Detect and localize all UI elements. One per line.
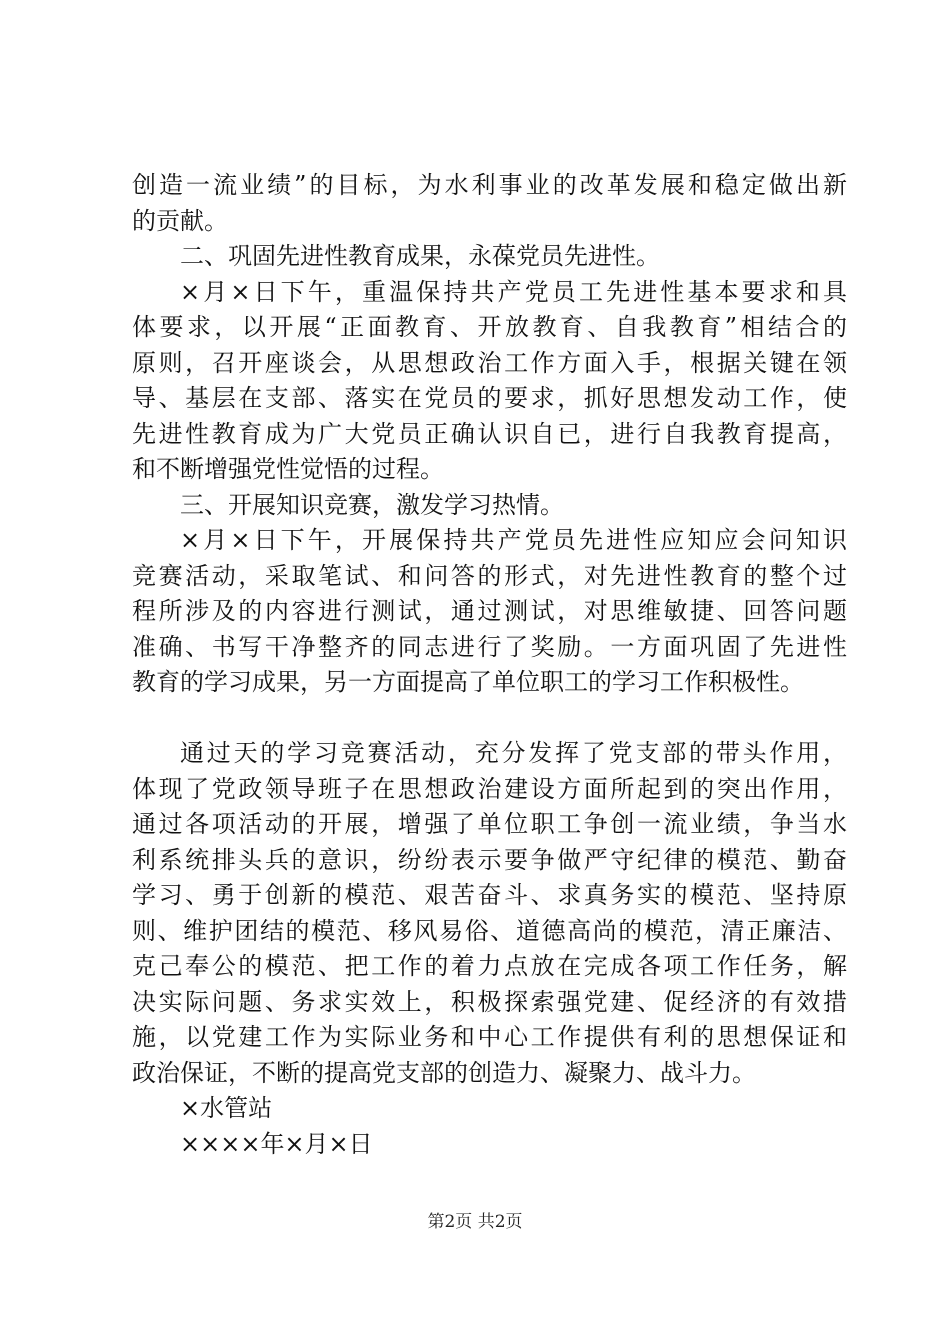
section-heading-2: [132, 239, 847, 275]
text-line: 利系统排头兵的意识，纷纷表示要争做严守纪律的模范、勤奋: [132, 845, 847, 874]
text-line: 克己奉公的模范、把工作的着力点放在完成各项工作任务，解: [132, 952, 847, 980]
text-line: ×月×日下午，重温保持共产党员工先进性基本要求和具: [180, 277, 847, 306]
paragraph-forum: [132, 275, 847, 488]
text-line: ×月×日下午，开展保持共产党员先进性应知应会问知识: [180, 526, 847, 554]
paragraph-summary: [132, 736, 847, 1091]
heading-text: 二、巩固先进性教育成果，永葆党员先进性。: [180, 242, 660, 270]
signature-date: [132, 1127, 847, 1163]
paragraph-continuation: [132, 168, 847, 239]
page-number-footer: 第2页 共2页: [427, 1212, 523, 1232]
text-line: 创造一流业绩”的目标，为水利事业的改革发展和稳定做出新: [132, 171, 847, 199]
text-line: 通过天的学习竞赛活动，充分发挥了党支部的带头作用，: [180, 739, 847, 767]
signature-organization: [132, 1091, 847, 1127]
paragraph-spacer: [132, 701, 847, 737]
text-line: 决实际问题、务求实效上，积极探索强党建、促经济的有效措: [132, 987, 847, 1016]
text-line: 通过各项活动的开展，增强了单位职工争创一流业绩，争当水: [132, 810, 847, 838]
text-line: 的贡献。: [132, 206, 228, 235]
text-line: 体现了党政领导班子在思想政治建设方面所起到的突出作用，: [132, 774, 847, 803]
text-line: 程所涉及的内容进行测试，通过测试，对思维敏捷、回答问题: [132, 597, 847, 625]
heading-text: 三、开展知识竞赛，激发学习热情。: [180, 490, 564, 519]
paragraph-quiz: [132, 523, 847, 701]
text-line: 政治保证，不断的提高党支部的创造力、凝聚力、战斗力。: [132, 1058, 756, 1087]
organization-name: ×水管站: [180, 1094, 273, 1122]
date-text: ××××年×月×日: [180, 1129, 373, 1158]
text-line: 体要求，以开展“正面教育、开放教育、自我教育”相结合的: [132, 313, 847, 341]
text-line: 先进性教育成为广大党员正确认识自已，进行自我教育提高，: [132, 419, 847, 448]
text-line: 竞赛活动，采取笔试、和问答的形式，对先进性教育的整个过: [132, 561, 847, 590]
text-line: 学习、勇于创新的模范、艰苦奋斗、求真务实的模范、坚持原: [132, 881, 847, 909]
text-line: 教育的学习成果，另一方面提高了单位职工的学习工作积极性。: [132, 668, 804, 696]
text-line: 导、基层在支部、落实在党员的要求，抓好思想发动工作，使: [132, 384, 847, 412]
text-line: 准确、书写干净整齐的同志进行了奖励。一方面巩固了先进性: [132, 632, 847, 661]
section-heading-3: [132, 488, 847, 524]
text-line: 和不断增强党性觉悟的过程。: [132, 455, 444, 483]
text-line: 施，以党建工作为实际业务和中心工作提供有利的思想保证和: [132, 1023, 847, 1051]
text-line: 原则，召开座谈会，从思想政治工作方面入手，根据关键在领: [132, 348, 847, 377]
text-line: 则、维护团结的模范、移风易俗、道德高尚的模范，清正廉洁、: [132, 916, 847, 945]
document-body: [132, 168, 847, 1162]
